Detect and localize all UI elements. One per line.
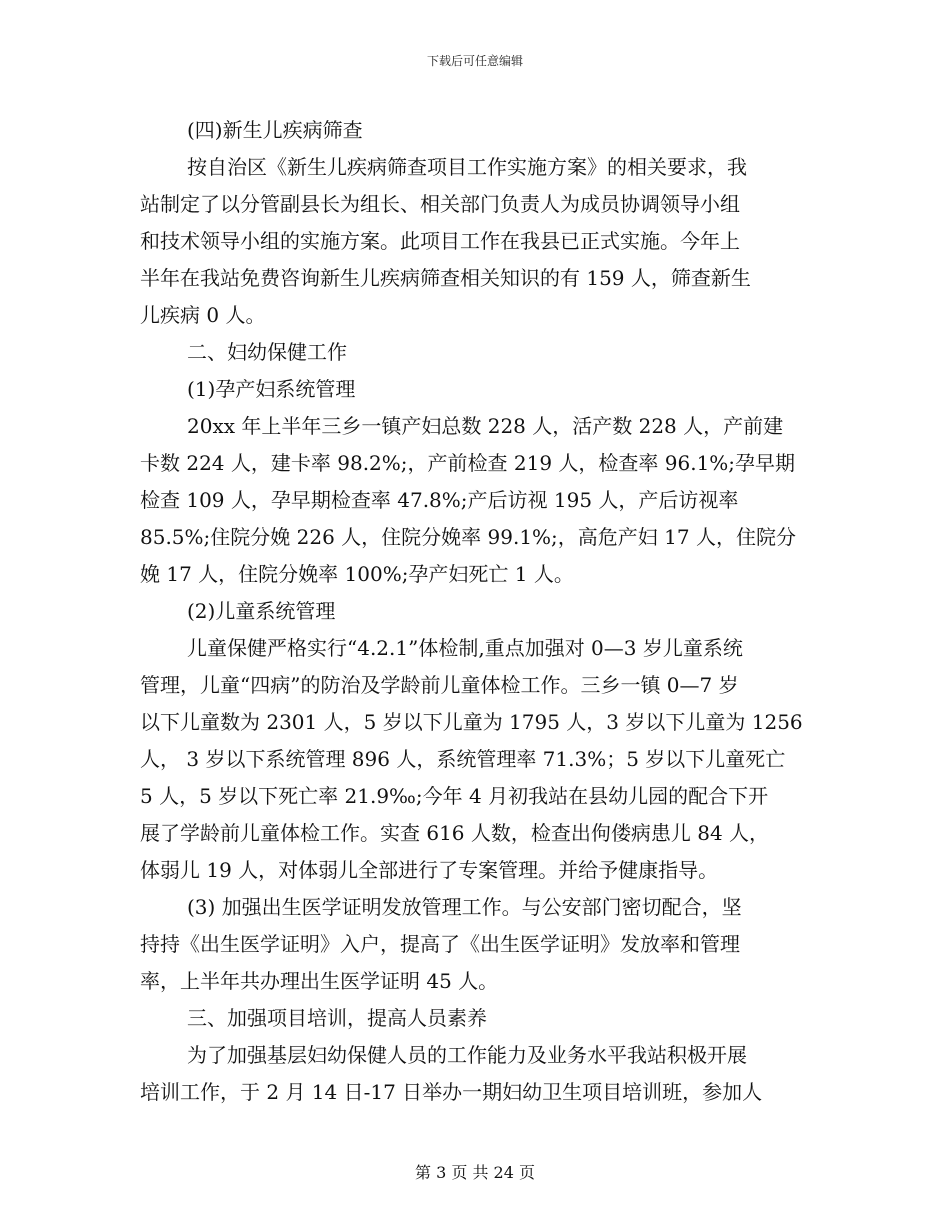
text-line: 培训工作，于 2 月 14 日-17 日举办一期妇幼卫生项目培训班，参加人 (140, 1080, 763, 1104)
page-footer: 第 3 页 共 24 页 (415, 1163, 535, 1182)
text-line: 和技术领导小组的实施方案。此项目工作在我县已正式实施。今年上 (140, 229, 740, 253)
text-line: 三、加强项目培训，提高人员素养 (187, 1006, 487, 1030)
text-line: 站制定了以分管副县长为组长、相关部门负责人为成员协调领导小组 (140, 192, 740, 216)
text-line: 检查 109 人，孕早期检查率 47.8%;产后访视 195 人，产后访视率 (140, 488, 739, 512)
page-header: 下载后可任意编辑 (426, 54, 523, 68)
text-line: 按自治区《新生儿疾病筛查项目工作实施方案》的相关要求，我 (187, 155, 747, 179)
text-line: 卡数 224 人，建卡率 98.2%;，产前检查 219 人，检查率 96.1%;孕早期 (140, 451, 796, 475)
text-line: 率，上半年共办理出生医学证明 45 人。 (140, 969, 499, 993)
text-line: 体弱儿 19 人，对体弱儿全部进行了专案管理。并给予健康指导。 (140, 858, 719, 882)
text-line: 85.5%;住院分娩 226 人，住院分娩率 99.1%;，高危产妇 17 人，住院分 (140, 525, 796, 549)
text-line: 为了加强基层妇幼保健人员的工作能力及业务水平我站积极开展 (187, 1043, 747, 1067)
text-line: 二、妇幼保健工作 (187, 340, 347, 364)
text-line: 儿童保健严格实行“4.2.1”体检制,重点加强对 0—3 岁儿童系统 (187, 636, 743, 660)
text-line: 娩 17 人，住院分娩率 100%;孕产妇死亡 1 人。 (140, 562, 574, 586)
document-body (140, 112, 815, 1111)
text-line: (2)儿童系统管理 (187, 599, 336, 623)
text-line: 人， 3 岁以下系统管理 896 人，系统管理率 71.3%；5 岁以下儿童死亡 (140, 747, 786, 771)
text-line: (四)新生儿疾病筛查 (187, 118, 363, 142)
text-line: 20xx 年上半年三乡一镇产妇总数 228 人，活产数 228 人，产前建 (187, 414, 784, 438)
text-line: 以下儿童数为 2301 人，5 岁以下儿童为 1795 人，3 岁以下儿童为 1256 (140, 710, 803, 734)
text-line: 5 人，5 岁以下死亡率 21.9‰;今年 4 月初我站在县幼儿园的配合下开 (140, 784, 769, 808)
text-line: 持持《出生医学证明》入户，提高了《出生医学证明》发放率和管理 (140, 932, 740, 956)
text-line: (3) 加强出生医学证明发放管理工作。与公安部门密切配合，坚 (187, 895, 742, 919)
text-line: 半年在我站免费咨询新生儿疾病筛查相关知识的有 159 人，筛查新生 (140, 266, 751, 290)
text-line: (1)孕产妇系统管理 (187, 377, 356, 401)
text-line: 展了学龄前儿童体检工作。实查 616 人数，检查出佝偻病患儿 84 人， (140, 821, 770, 845)
text-line: 管理，儿童“四病”的防治及学龄前儿童体检工作。三乡一镇 0—7 岁 (140, 673, 739, 697)
text-line: 儿疾病 0 人。 (140, 303, 266, 327)
